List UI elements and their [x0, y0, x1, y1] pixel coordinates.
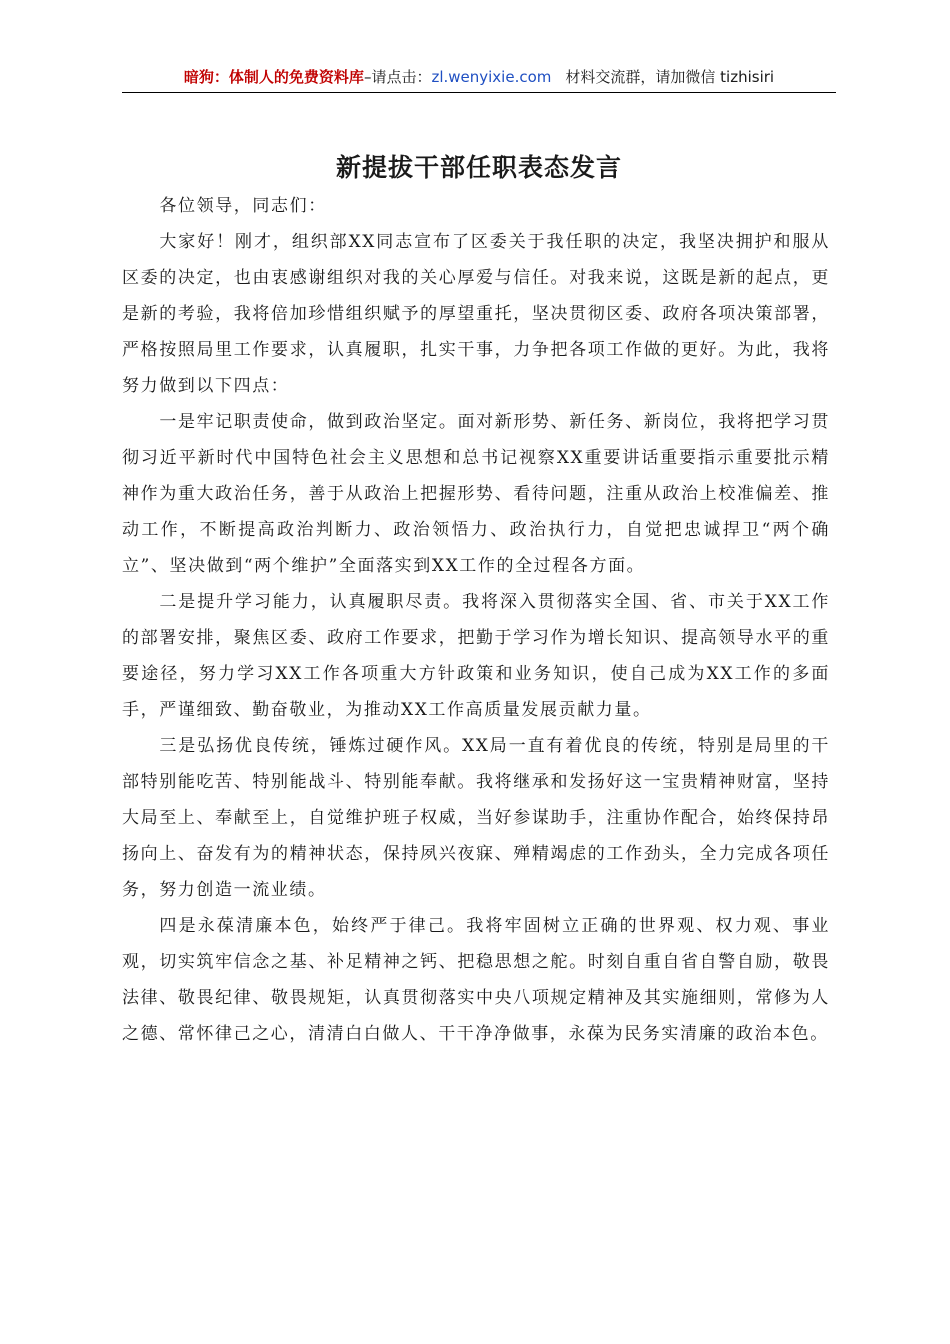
- header-click-prompt: –请点击：: [363, 68, 432, 86]
- paragraph-intro: 大家好！刚才，组织部XX同志宣布了区委关于我任职的决定，我坚决拥护和服从区委的决定，也由衷感谢组织对我的关心厚爱与信任。对我来说，这既是新的起点，更是新的考验，我将倍加珍惜组织赋予的厚望重托，坚决贯彻区委、政府各项决策部署，严格按照局里工作要求，认真履职，扎实干事，力争把各项工作做的更好。为此，我将努力做到以下四点：: [122, 232, 830, 396]
- paragraph-point-3: 三是弘扬优良传统，锤炼过硬作风。XX局一直有着优良的传统，特别是局里的干部特别能吃苦、特别能战斗、特别能奉献。我将继承和发扬好这一宝贵精神财富，坚持大局至上、奉献至上，自觉维护班子权威，当好参谋助手，注重协作配合，始终保持昂扬向上、奋发有为的精神状态，保持夙兴夜寐、殚精竭虑的工作劲头，全力完成各项任务，努力创造一流业绩。: [122, 736, 830, 900]
- header-link[interactable]: zl.wenyixie.com: [431, 68, 552, 86]
- paragraph-point-1: 一是牢记职责使命，做到政治坚定。面对新形势、新任务、新岗位，我将把学习贯彻习近平新时代中国特色社会主义思想和总书记视察XX重要讲话重要指示重要批示精神作为重大政治任务，善于从政治上把握形势、看待问题，注重从政治上校准偏差、推动工作，不断提高政治判断力、政治领悟力、政治执行力，自觉把忠诚捍卫“两个确立”、坚决做到“两个维护”全面落实到XX工作的全过程各方面。: [122, 412, 830, 576]
- salutation: 各位领导，同志们：: [159, 196, 327, 216]
- document-title: 新提拔干部任职表态发言: [335, 153, 622, 182]
- paragraph-point-2: 二是提升学习能力，认真履职尽责。我将深入贯彻落实全国、省、市关于XX工作的部署安排，聚焦区委、政府工作要求，把勤于学习作为增长知识、提高领导水平的重要途径，努力学习XX工作各项重大方针政策和业务知识，使自己成为XX工作的多面手，严谨细致、勤奋敬业，为推动XX工作高质量发展贡献力量。: [122, 592, 830, 720]
- document-body: [122, 188, 830, 1052]
- header-wechat-note: 材料交流群，请加微信 tizhisiri: [565, 68, 775, 86]
- header-brand: 暗狗：体制人的免费资料库: [183, 68, 364, 86]
- page-header: [122, 62, 836, 93]
- paragraph-point-4: 四是永葆清廉本色，始终严于律己。我将牢固树立正确的世界观、权力观、事业观，切实筑牢信念之基、补足精神之钙、把稳思想之舵。时刻自重自省自警自励，敬畏法律、敬畏纪律、敬畏规矩，认真贯彻落实中央八项规定精神及其实施细则，常修为人之德、常怀律己之心，清清白白做人、干干净净做事，永葆为民务实清廉的政治本色。: [122, 916, 830, 1044]
